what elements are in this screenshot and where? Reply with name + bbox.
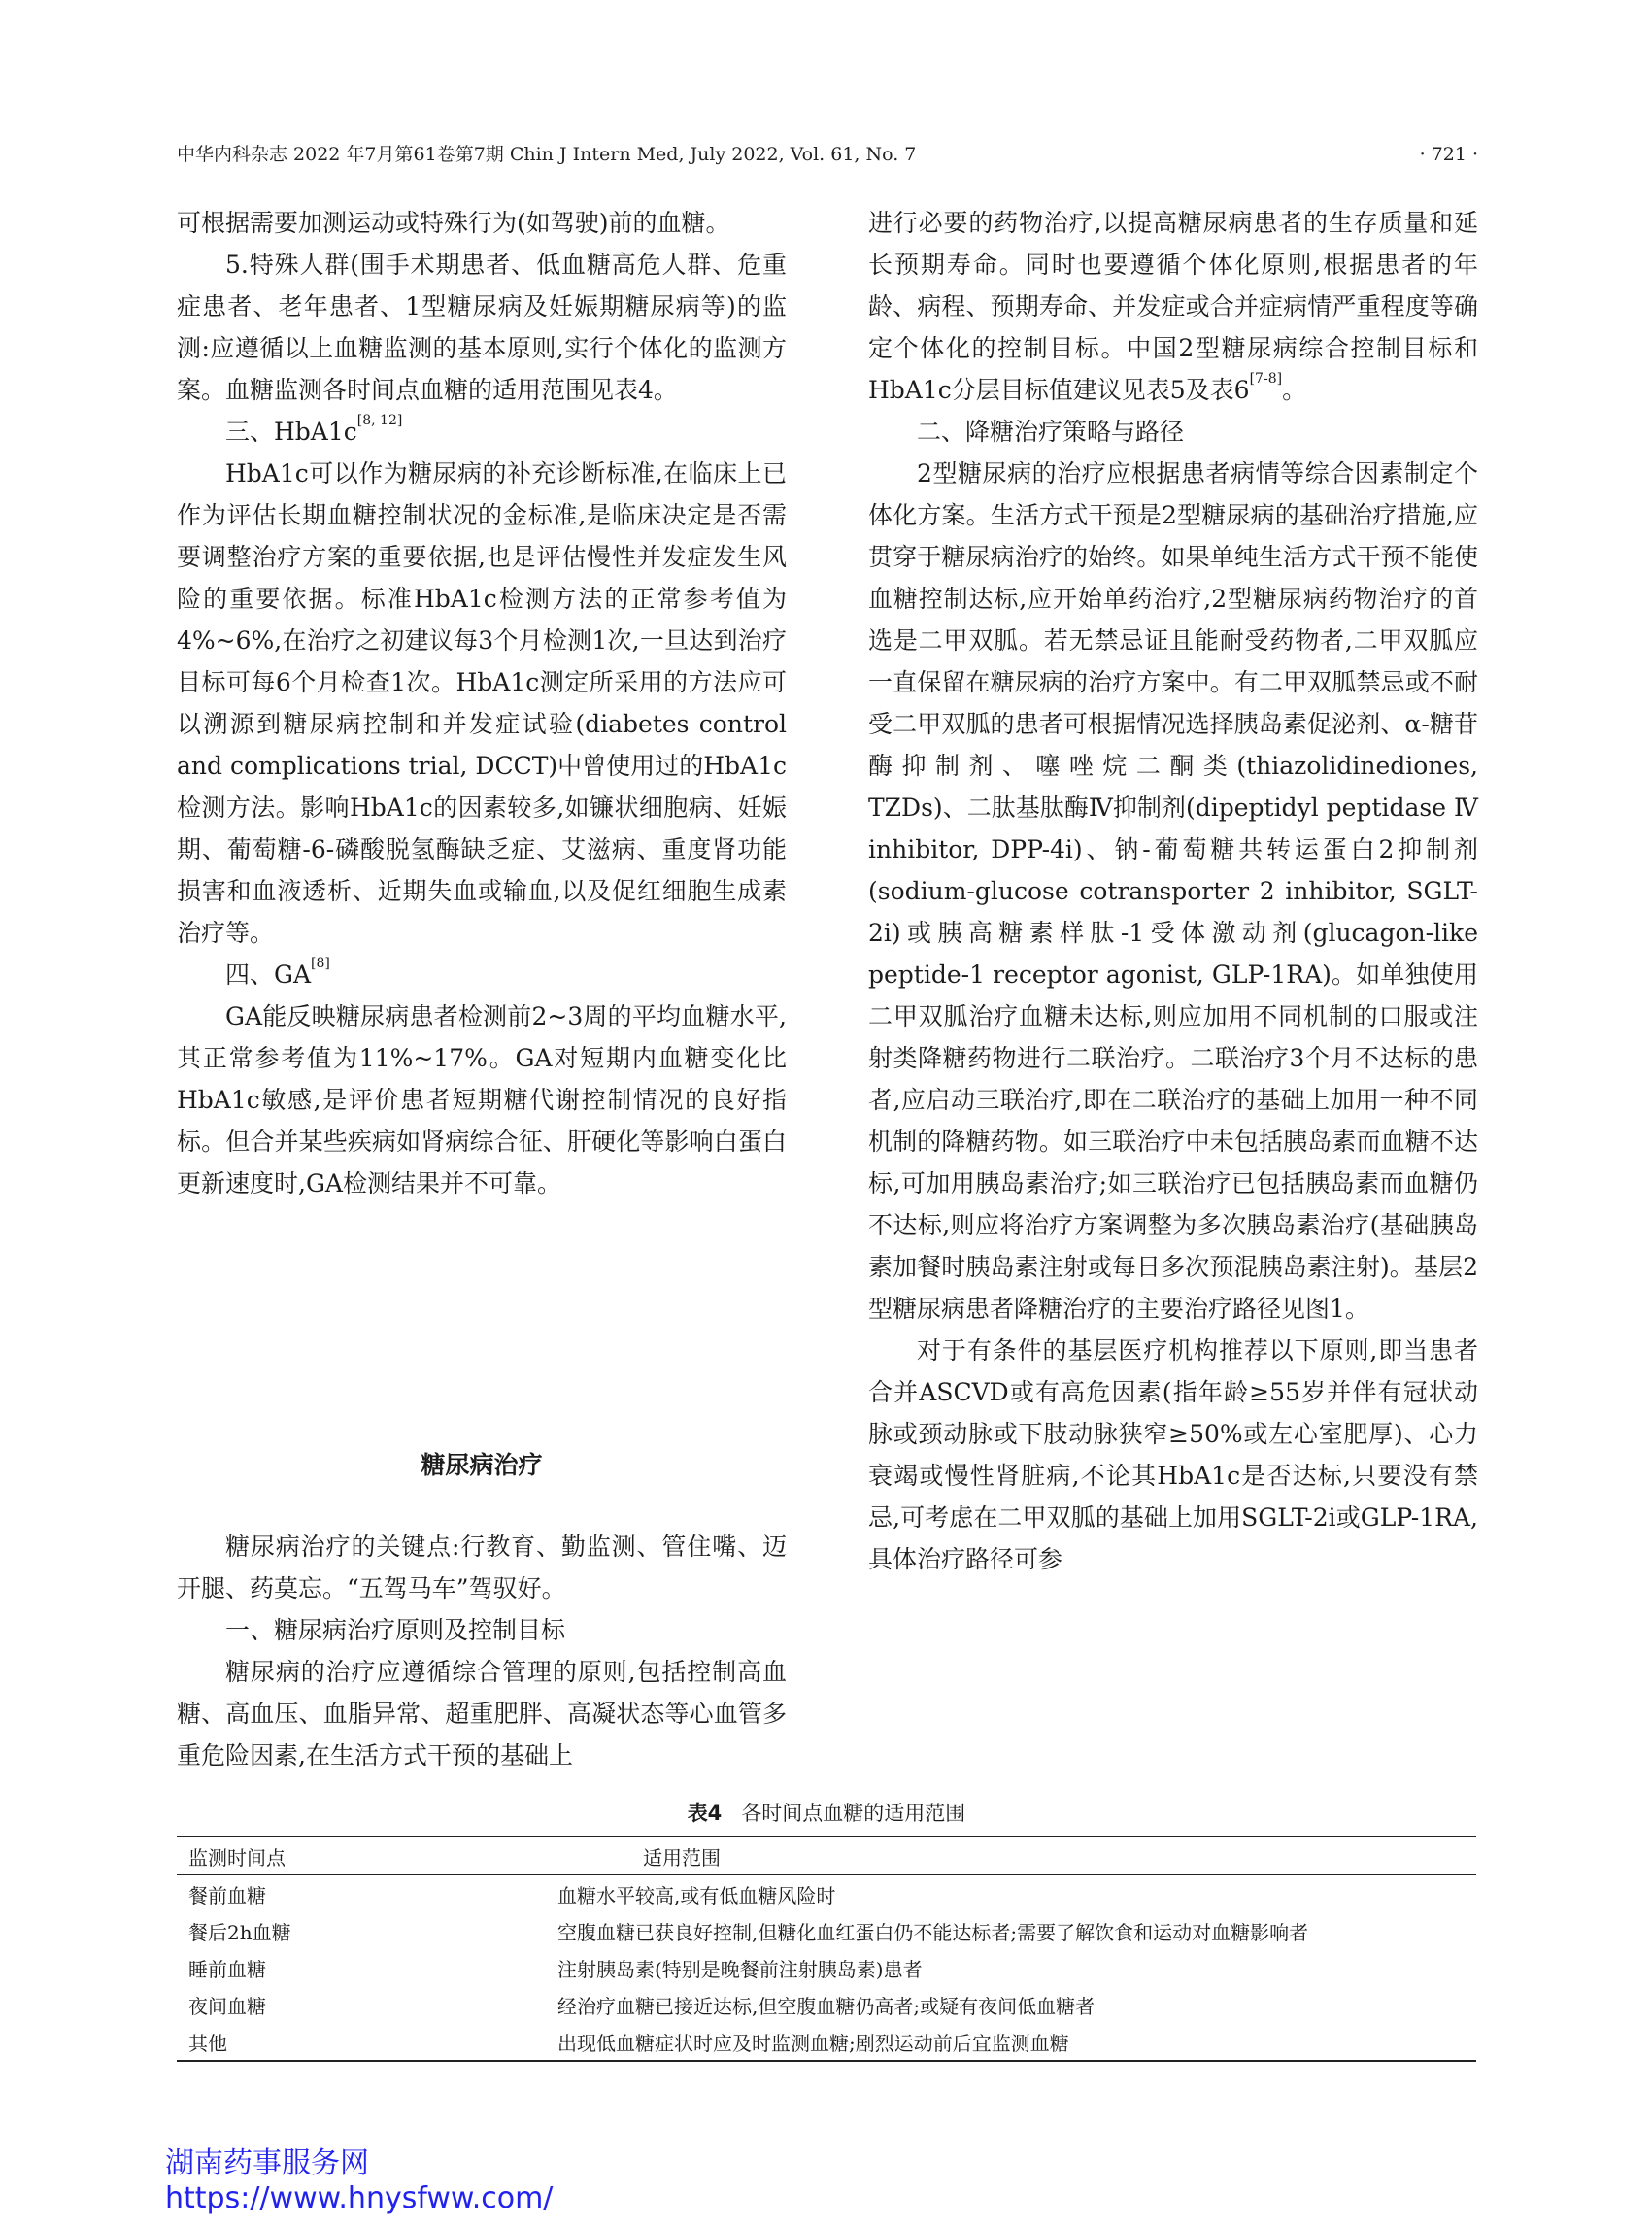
table-cell: 餐后2h血糖 — [188, 1920, 291, 1944]
table-cell: 经治疗血糖已接近达标,但空腹血糖仍高者;或疑有夜间低血糖者 — [557, 1994, 1096, 2018]
subheading-text: 三、HbA1c — [225, 418, 357, 446]
watermark — [165, 2146, 553, 2216]
column-header: 适用范围 — [557, 1837, 1476, 1875]
journal-citation: 中华内科杂志 2022 年7月第61卷第7期 Chin J Intern Med, July 2022, Vol. 61, No. 7 — [177, 144, 917, 165]
table-row — [177, 1875, 1476, 1913]
data-table — [177, 1836, 1476, 2062]
subheading-ga — [177, 954, 787, 995]
table-row — [177, 1912, 1476, 1949]
table-cell: 睡前血糖 — [188, 1957, 266, 1981]
paragraph — [868, 202, 1478, 411]
table-row — [177, 1949, 1476, 1986]
paragraph: HbA1c可以作为糖尿病的补充诊断标准,在临床上已作为评估长期血糖控制状况的金标准,是临床决定是否需要调整治疗方案的重要依据,也是评估慢性并发症发生风险的重要依据。标准HbA1c检测方法的正常参考值为4%~6%,在治疗之初建议每3个月检测1次,一旦达到治疗目标可每6个月检查1次。HbA1c测定所采用的方法应可以溯源到糖尿病控制和并发症试验(diabetes control and complications trial, DCCT)中曾使用过的HbA1c检测方法。影响HbA1c的因素较多,如镰状细胞病、妊娠期、葡萄糖-6-磷酸脱氢酶缺乏症、艾滋病、重度肾功能损害和血液透析、近期失血或输血,以及促红细胞生成素治疗等。 — [177, 459, 787, 947]
paragraph-text: 进行必要的药物治疗,以提高糖尿病患者的生存质量和延长预期寿命。同时也要遵循个体化原则,根据患者的年龄、病程、预期寿命、并发症或合并症病情严重程度等确定个体化的控制目标。中国2型糖尿病综合控制目标和HbA1c分层目标值建议见表5及表6 — [868, 209, 1478, 404]
table-row — [177, 2023, 1476, 2061]
subheading-text: 四、GA — [225, 961, 312, 989]
running-header — [177, 138, 1478, 171]
table-cell: 注射胰岛素(特别是晚餐前注射胰岛素)患者 — [557, 1957, 923, 1981]
reference-citation[interactable]: [7-8] — [1249, 371, 1283, 387]
watermark-site-name: 湖南药事服务网 — [165, 2146, 369, 2180]
paragraph: 2型糖尿病的治疗应根据患者病情等综合因素制定个体化方案。生活方式干预是2型糖尿病的基础治疗措施,应贯穿于糖尿病治疗的始终。如果单纯生活方式干预不能使血糖控制达标,应开始单药治疗,2型糖尿病药物治疗的首选是二甲双胍。若无禁忌证且能耐受药物者,二甲双胍应一直保留在糖尿病的治疗方案中。有二甲双胍禁忌或不耐受二甲双胍的患者可根据情况选择胰岛素促泌剂、α-糖苷酶抑制剂、噻唑烷二酮类(thiazolidinediones, TZDs)、二肽基肽酶Ⅳ抑制剂(dipeptidyl peptidase Ⅳ inhibitor, DPP-4i)、钠-葡萄糖共转运蛋白2抑制剂(sodium-glucose cotransporter 2 inhibitor, SGLT-2i)或胰高糖素样肽-1受体激动剂(glucagon-like peptide-1 receptor agonist, GLP-1RA)。如单独使用二甲双胍治疗血糖未达标,则应加用不同机制的口服或注射类降糖药物进行二联治疗。二联治疗3个月不达标的患者,应启动三联治疗,即在二联治疗的基础上加用一种不同机制的降糖药物。如三联治疗中未包括胰岛素而血糖不达标,可加用胰岛素治疗;如三联治疗已包括胰岛素而血糖仍不达标,则应将治疗方案调整为多次胰岛素治疗(基础胰岛素加餐时胰岛素注射或每日多次预混胰岛素注射)。基层2型糖尿病患者降糖治疗的主要治疗路径见图1。 — [868, 459, 1478, 1323]
subheading: 一、糖尿病治疗原则及控制目标 — [225, 1616, 566, 1644]
table-4 — [177, 1797, 1476, 2062]
paragraph: 对于有条件的基层医疗机构推荐以下原则,即当患者合并ASCVD或有高危因素(指年龄≥55岁并伴有冠状动脉或颈动脉或下肢动脉狭窄≥50%或左心室肥厚)、心力衰竭或慢性肾脏病,不论其HbA1c是否达标,只要没有禁忌,可考虑在二甲双胍的基础上加用SGLT-2i或GLP-1RA,具体治疗路径可参 — [868, 1336, 1478, 1573]
table-caption — [177, 1797, 1476, 1830]
table-cell: 其他 — [177, 2023, 557, 2061]
reference-citation[interactable]: [8, 12] — [356, 413, 403, 428]
page-number: · 721 · — [1419, 144, 1478, 165]
paragraph: 糖尿病的治疗应遵循综合管理的原则,包括控制高血糖、高血压、血脂异常、超重肥胖、高凝状态等心血管多重危险因素,在生活方式干预的基础上 — [177, 1658, 787, 1770]
column-header: 监测时间点 — [177, 1837, 557, 1875]
right-column — [868, 202, 1478, 1580]
paragraph: GA能反映糖尿病患者检测前2~3周的平均血糖水平,其正常参考值为11%~17%。GA对短期内血糖变化比HbA1c敏感,是评价患者短期糖代谢控制情况的良好指标。但合并某些疾病如肾病综合征、肝硬化等影响白蛋白更新速度时,GA检测结果并不可靠。 — [177, 1002, 787, 1197]
table-cell: 出现低血糖症状时应及时监测血糖;剧烈运动前后宜监测血糖 — [557, 2023, 1476, 2061]
paragraph: 可根据需要加测运动或特殊行为(如驾驶)前的血糖。 — [177, 209, 730, 237]
left-column-lower — [177, 1526, 787, 1776]
reference-citation[interactable]: [8] — [311, 956, 330, 971]
left-column — [177, 202, 787, 1204]
table-cell: 血糖水平较高,或有低血糖风险时 — [557, 1883, 836, 1907]
table-cell: 餐前血糖 — [188, 1883, 266, 1907]
table-number: 表4 — [687, 1802, 723, 1825]
watermark-url-link[interactable]: https://www.hnysfww.com/ — [165, 2181, 554, 2215]
table-cell: 夜间血糖 — [188, 1994, 266, 2018]
subheading-hba1c — [177, 411, 787, 453]
table-title: 各时间点血糖的适用范围 — [741, 1802, 966, 1825]
table-header-row — [177, 1837, 1476, 1875]
paragraph-end: 。 — [1282, 376, 1307, 404]
subheading: 二、降糖治疗策略与路径 — [917, 418, 1185, 446]
paragraph: 5.特殊人群(围手术期患者、低血糖高危人群、危重症患者、老年患者、1型糖尿病及妊娠期糖尿病等)的监测:应遵循以上血糖监测的基本原则,实行个体化的监测方案。血糖监测各时间点血糖的适用范围见表4。 — [177, 251, 787, 404]
section-title: 糖尿病治疗 — [421, 1451, 543, 1479]
table-cell: 空腹血糖已获良好控制,但糖化血红蛋白仍不能达标者;需要了解饮食和运动对血糖影响者 — [557, 1920, 1309, 1944]
paragraph: 糖尿病治疗的关键点:行教育、勤监测、管住嘴、迈开腿、药莫忘。“五驾马车”驾驭好。 — [177, 1533, 787, 1602]
table-row — [177, 1986, 1476, 2023]
